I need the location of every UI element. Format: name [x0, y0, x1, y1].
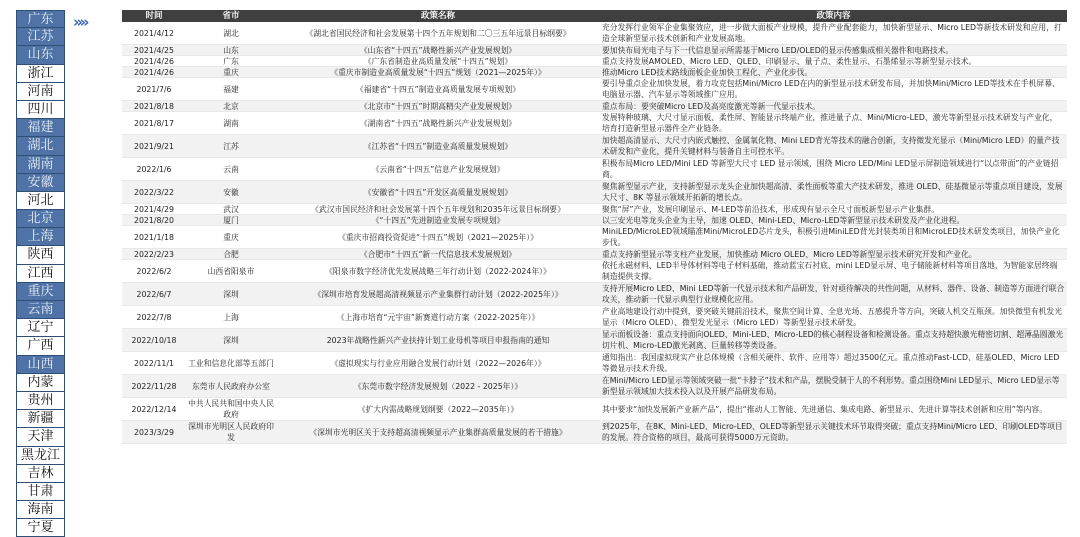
row-policy-name-text: 《深圳市光明区关于支持超高清视频显示产业集群高质量发展的若干措施》 [309, 427, 567, 437]
province-item: 上海 [16, 228, 65, 246]
row-region-text: 深圳 [223, 335, 239, 345]
row-time-text: 2023/3/29 [134, 427, 174, 437]
row-time-text: 2021/4/26 [134, 56, 174, 66]
row-policy-content-text: 发展特种玻璃、大尺寸显示面板、柔性屏、智能显示终端产业，推进量子点、Mini/Micro-LED、激光等新型显示技术研发与产业化，培育打造新型显示器件全产业链条。 [602, 113, 1058, 133]
row-region [186, 101, 276, 111]
row-time [122, 204, 186, 214]
row-policy-name [276, 101, 600, 111]
table-row [122, 226, 1067, 249]
row-time-text: 2022/3/22 [134, 187, 174, 197]
province-item: 安徽 [16, 174, 65, 192]
row-region [186, 352, 276, 374]
province-item: 湖南 [16, 156, 65, 174]
row-policy-content [600, 112, 1067, 134]
table-row [122, 249, 1067, 260]
province-item: 海南 [16, 501, 65, 519]
row-time-text: 2021/8/18 [134, 101, 174, 111]
row-policy-name [276, 112, 600, 134]
province-item: 重庆 [16, 283, 65, 301]
row-time [122, 283, 186, 305]
row-policy-name-text: 《山东省“十四五”战略性新兴产业发展规划》 [359, 45, 517, 55]
row-policy-name-text: 《云南省“十四五”信息产业发展规划》 [371, 164, 505, 174]
row-policy-content [600, 260, 1067, 282]
table-row [122, 283, 1067, 306]
row-time-text: 2021/8/20 [134, 215, 174, 225]
province-item: 贵州 [16, 392, 65, 410]
row-region [186, 45, 276, 55]
row-policy-name-text: 《上海市培育“元宇宙”新赛道行动方案（2022-2025年）》 [336, 312, 540, 322]
row-policy-name [276, 249, 600, 259]
row-time-text: 2022/7/8 [136, 312, 172, 322]
row-policy-content [600, 421, 1067, 443]
table-row [122, 306, 1067, 329]
row-region-text: 深圳市光明区人民政府印发 [188, 422, 274, 442]
table-row [122, 352, 1067, 375]
row-time [122, 398, 186, 420]
row-policy-content-text: 重点布局：要突破Micro LED及高亮度激光等新一代显示技术。 [602, 101, 821, 111]
row-region-text: 上海 [223, 312, 239, 322]
row-region [186, 56, 276, 66]
row-region [186, 226, 276, 248]
province-item: 江苏 [16, 28, 65, 46]
row-region [186, 158, 276, 180]
row-policy-name-text: 《安徽省“十四五”开发区高质量发展规划》 [363, 187, 513, 197]
double-chevron-right-icon: »» [73, 13, 87, 31]
row-time [122, 181, 186, 203]
row-policy-content [600, 306, 1067, 328]
row-time [122, 306, 186, 328]
row-policy-name [276, 352, 600, 374]
row-policy-name [276, 56, 600, 66]
province-item: 吉林 [16, 465, 65, 483]
row-policy-name [276, 398, 600, 420]
row-time [122, 352, 186, 374]
table-row [122, 56, 1067, 67]
row-policy-name-text: 《东莞市数字经济发展规划（2022 - 2025年）》 [353, 381, 523, 391]
row-time-text: 2022/12/14 [131, 404, 177, 414]
row-region [186, 67, 276, 77]
row-region [186, 260, 276, 282]
row-region-text: 武汉 [223, 204, 239, 214]
row-policy-name-text: 《湖南省“十四五”战略性新兴产业发展规划》 [359, 118, 517, 128]
row-policy-name-text: 《“十四五”先进制造业发展专项规划》 [371, 215, 505, 225]
province-item: 江西 [16, 265, 65, 283]
row-time-text: 2021/9/21 [134, 141, 174, 151]
table-row [122, 135, 1067, 158]
table-row [122, 329, 1067, 352]
row-policy-content [600, 56, 1067, 66]
row-time-text: 2021/1/18 [134, 232, 174, 242]
row-region [186, 249, 276, 259]
row-policy-name-text: 《湖北省国民经济和社会发展第十四个五年规划和二〇三五年远景目标纲要》 [305, 28, 571, 38]
row-region [186, 421, 276, 443]
row-policy-name [276, 22, 600, 44]
row-region [186, 375, 276, 397]
table-row [122, 204, 1067, 215]
row-region-text: 福建 [223, 84, 239, 94]
row-region-text: 山西省阳泉市 [207, 266, 255, 276]
row-policy-content-text: 依托永磁材料、LED半导体材料等电子材料基础，推动蓝宝石衬底、mini LED显示屏、电子储能新材料等项目落地，为智能家居终端制造提供支撑。 [602, 261, 1058, 281]
row-time [122, 158, 186, 180]
header-policy-content: 政策内容 [816, 10, 851, 21]
row-policy-name [276, 421, 600, 443]
table-body [122, 22, 1067, 444]
row-region-text: 工业和信息化部等五部门 [188, 358, 274, 368]
row-policy-content [600, 283, 1067, 305]
row-region [186, 181, 276, 203]
row-time-text: 2022/10/18 [131, 335, 177, 345]
row-policy-content [600, 352, 1067, 374]
row-time-text: 2021/8/17 [134, 118, 174, 128]
province-item: 福建 [16, 119, 65, 137]
row-region [186, 204, 276, 214]
province-item: 河北 [16, 192, 65, 210]
row-region [186, 78, 276, 100]
province-item: 山东 [16, 46, 65, 64]
table-row [122, 421, 1067, 444]
row-region [186, 306, 276, 328]
row-policy-name [276, 306, 600, 328]
row-policy-name-text: 《重庆市制造业高质量发展“十四五”规划（2021—2025年）》 [330, 67, 546, 77]
row-policy-name-text: 《合肥市“十四五”新一代信息技术发展规划》 [359, 249, 517, 259]
row-time [122, 226, 186, 248]
row-region-text: 重庆 [223, 232, 239, 242]
province-item: 黑龙江 [16, 447, 65, 465]
row-policy-content [600, 78, 1067, 100]
row-policy-name-text: 《虚拟现实与行业应用融合发展行动计划（2022—2026年）》 [330, 358, 546, 368]
row-time-text: 2021/4/12 [134, 28, 174, 38]
province-item: 广西 [16, 337, 65, 355]
row-time [122, 375, 186, 397]
province-item: 北京 [16, 210, 65, 228]
province-item: 辽宁 [16, 319, 65, 337]
row-region [186, 283, 276, 305]
row-policy-content-text: 要引导重点企业加快发展，着力攻克包括Mini/Micro LED在内的新型显示技术研发布局，并加快Mini/Micro LED等技术在手机屏幕、电脑显示器、汽车显示等领域推广应用。 [602, 79, 1060, 99]
row-policy-name-text: 《重庆市招商投资促进“十四五”规划（2021—2025年）》 [338, 232, 538, 242]
row-region [186, 215, 276, 225]
province-item: 山西 [16, 356, 65, 374]
table-row [122, 101, 1067, 112]
row-policy-content-text: 推动Micro LED技术路线面板企业加快工程化、产业化步伐。 [602, 67, 813, 77]
row-policy-content-text: 以三安光电等龙头企业为主导，加速 OLED、Mini-LED、Micro-LED等新型显示技术研发及产业化进程。 [602, 215, 965, 225]
row-policy-content [600, 45, 1067, 55]
row-policy-name [276, 78, 600, 100]
row-time [122, 22, 186, 44]
row-policy-name-text: 《武汉市国民经济和社会发展第十四个五年规划和2035年远景目标纲要》 [311, 204, 565, 214]
row-policy-content-text: 重点支持新型显示等支柱产业发展，加快推动 Micro OLED、Micro LED等新型显示技术研究开发和产业化。 [602, 249, 977, 259]
row-policy-content-text: MiniLED/MicroLED领域瞄准Mini/MicroLED芯片龙头，积极引进MiniLED背光封装类项目和MicroLED技术研发类项目，加快产业化步伐。 [602, 227, 1060, 247]
row-region-text: 中共人民共和国中央人民政府 [188, 399, 274, 419]
row-policy-name [276, 226, 600, 248]
row-region-text: 江苏 [223, 141, 239, 151]
row-policy-content-text: 积极布局Micro LED/Mini LED 等新型大尺寸 LED 显示领域，围绕 Micro LED/Mini LED显示屏制造领域进行“以点带面”的产业链招商。 [602, 159, 1059, 179]
row-region-text: 重庆 [223, 67, 239, 77]
row-time-text: 2022/1/6 [136, 164, 172, 174]
table-row [122, 398, 1067, 421]
province-item: 陕西 [16, 246, 65, 264]
row-policy-content [600, 204, 1067, 214]
row-policy-content [600, 375, 1067, 397]
row-time-text: 2021/4/26 [134, 67, 174, 77]
row-time [122, 329, 186, 351]
row-region-text: 深圳 [223, 289, 239, 299]
row-region [186, 22, 276, 44]
row-policy-name-text: 《深圳市培育发展超高清视频显示产业集群行动计划（2022-2025年）》 [313, 289, 563, 299]
row-time [122, 421, 186, 443]
table-row [122, 260, 1067, 283]
row-policy-content [600, 22, 1067, 44]
row-time-text: 2022/6/2 [136, 266, 172, 276]
table-row [122, 67, 1067, 78]
row-policy-name [276, 283, 600, 305]
row-policy-name-text: 2023年战略性新兴产业扶持计划工业母机等项目申报指南的通知 [326, 335, 550, 345]
table-row [122, 78, 1067, 101]
row-policy-content-text: 其中要求“加快发展新产业新产品”，提出“推动人工智能、先进通信、集成电路、新型显示、先进计算等技术创新和应用”等内容。 [602, 404, 1047, 414]
table-header [122, 10, 1067, 22]
row-time [122, 67, 186, 77]
row-time [122, 56, 186, 66]
row-policy-name [276, 45, 600, 55]
row-time [122, 112, 186, 134]
row-policy-name-text: 《北京市“十四五”时期高精尖产业发展规划》 [359, 101, 517, 111]
row-time-text: 2022/2/23 [134, 249, 174, 259]
row-policy-content-text: 聚焦新型显示产业，支持新型显示龙头企业加快超高清、柔性面板等重大产技术研发，推进 OLED、硅基微显示等重点项目建设，发展大尺寸、8K 等显示领域开拓新的增长点。 [602, 182, 1063, 202]
row-time [122, 215, 186, 225]
row-policy-content [600, 135, 1067, 157]
row-region-text: 云南 [223, 164, 239, 174]
row-time [122, 135, 186, 157]
row-time [122, 45, 186, 55]
row-policy-content-text: 在Mini/Micro LED显示等领域突破一批“卡脖子”技术和产品，摆脱受制于人的不利形势。重点围绕Mini LED显示、Micro LED显示等新型显示领域加大技术投入以及开展产品研发布局。 [602, 376, 1060, 396]
row-region-text: 安徽 [223, 187, 239, 197]
row-time-text: 2021/4/25 [134, 45, 174, 55]
row-region [186, 135, 276, 157]
row-region-text: 湖南 [223, 118, 239, 128]
row-time [122, 101, 186, 111]
row-policy-content-text: 通知指出：我国虚拟现实产业总体规模（含相关硬件、软件、应用等）超过3500亿元。重点推动Fast-LCD、硅基OLED、Micro LED等微显示技术升级。 [602, 353, 1060, 373]
province-item: 宁夏 [16, 519, 65, 537]
row-time-text: 2021/7/6 [136, 84, 172, 94]
row-policy-content [600, 226, 1067, 248]
province-item: 甘肃 [16, 483, 65, 501]
row-region-text: 北京 [223, 101, 239, 111]
row-policy-content-text: 充分发挥行业领军企业集聚效应，进一步做大面板产业规模，提升产业配套能力，加快新型显示、Micro LED等新技术研发和应用，打造全球新型显示技术创新和产业发展高地。 [602, 23, 1062, 43]
row-policy-name [276, 260, 600, 282]
row-policy-name [276, 329, 600, 351]
row-policy-content [600, 101, 1067, 111]
province-item: 浙江 [16, 65, 65, 83]
row-region-text: 东莞市人民政府办公室 [192, 381, 270, 391]
row-policy-name [276, 135, 600, 157]
row-region-text: 厦门 [223, 215, 239, 225]
province-item: 云南 [16, 301, 65, 319]
row-policy-content [600, 398, 1067, 420]
header-time: 时间 [145, 11, 163, 21]
province-list [16, 10, 65, 537]
row-policy-content-text: 支持开展Micro LED、Mini LED等新一代显示技术和产品研发，针对亟待解决的共性问题，从材料、器件、设备、制造等方面进行联合攻关，推动新一代显示典型行业规模化应用。 [602, 284, 1065, 304]
table-row [122, 45, 1067, 56]
row-policy-name-text: 《福建省“十四五”制造业高质量发展专项规划》 [355, 84, 520, 94]
row-policy-name [276, 375, 600, 397]
row-policy-content-text: 聚焦“屏”产业，发展印刷显示、M-LED等前沿技术，形成现有显示全尺寸面板新型显示产业集群。 [602, 204, 939, 214]
province-item: 天津 [16, 428, 65, 446]
province-item: 四川 [16, 101, 65, 119]
table-row [122, 22, 1067, 45]
row-policy-name [276, 158, 600, 180]
table-row [122, 158, 1067, 181]
row-policy-content-text: 重点支持发展AMOLED、Micro LED、QLED、印刷显示、量子点、柔性显示、石墨烯显示等新型显示技术。 [602, 56, 977, 66]
row-region-text: 湖北 [223, 28, 239, 38]
row-policy-content [600, 215, 1067, 225]
row-policy-content-text: 到2025年，在8K、Mini-LED、Micro-LED、OLED等新型显示关键技术环节取得突破；重点支持Mini/Micro LED、印刷OLED等项目的发展。符合资格的项目，最高可获得5000万元资助。 [602, 422, 1063, 442]
row-policy-name-text: 《扩大内需战略规划纲要（2022—2035年）》 [357, 404, 519, 414]
row-policy-content [600, 181, 1067, 203]
province-item: 河南 [16, 83, 65, 101]
row-policy-content [600, 329, 1067, 351]
row-policy-content [600, 249, 1067, 259]
row-policy-content [600, 158, 1067, 180]
province-item: 新疆 [16, 410, 65, 428]
row-policy-name-text: 《阳泉市数字经济优先发展战略三年行动计划（2022-2024年）》 [325, 266, 551, 276]
table-row [122, 375, 1067, 398]
row-policy-content-text: 显示面板设备：重点支持面向OLED、Mini-LED、Micro-LED的核心制程设备和检测设备。重点支持超快激光精密切割、超薄晶圆激光切片机、Micro-LED激光剥离、巨量转移等类设备。 [602, 330, 1064, 350]
row-policy-name [276, 215, 600, 225]
row-policy-name [276, 204, 600, 214]
row-policy-content-text: 产业高地建设行动中提到，要突破关键前沿技术，聚焦空间计算、全息光场、五感提升等方向，突破人机交互瓶颈。加快微型有机发光显示（Micro OLED）、微型发光显示（Micro LED）等新型显示技术研发。 [602, 307, 1063, 327]
row-time [122, 78, 186, 100]
row-policy-content-text: 要加快布局光电子与下一代信息显示所需基于Micro LED/OLED的显示传感集成相关器件和电路技术。 [602, 45, 954, 55]
row-region-text: 广东 [223, 56, 239, 66]
table-row [122, 215, 1067, 226]
table-row [122, 181, 1067, 204]
row-policy-name [276, 67, 600, 77]
row-time-text: 2022/11/1 [134, 358, 174, 368]
row-policy-content [600, 67, 1067, 77]
row-time-text: 2021/4/29 [134, 204, 174, 214]
row-region [186, 398, 276, 420]
row-time-text: 2022/11/28 [131, 381, 177, 391]
row-time [122, 260, 186, 282]
row-policy-name-text: 《广东省制造业高质量发展“十四五”规划》 [363, 56, 513, 66]
province-item: 内蒙 [16, 374, 65, 392]
table-row [122, 112, 1067, 135]
row-region-text: 合肥 [223, 249, 239, 259]
row-policy-name-text: 《江苏省“十四五”制造业高质量发展规划》 [363, 141, 513, 151]
row-time-text: 2022/6/7 [136, 289, 172, 299]
policy-table [122, 10, 1067, 444]
header-region: 省市 [222, 11, 240, 21]
row-time [122, 249, 186, 259]
header-policy-name: 政策名称 [420, 11, 455, 21]
row-region [186, 329, 276, 351]
row-policy-name [276, 181, 600, 203]
province-item: 湖北 [16, 137, 65, 155]
row-region [186, 112, 276, 134]
row-region-text: 山东 [223, 45, 239, 55]
row-policy-content-text: 加快超高清显示、大尺寸内嵌式触控、金属氧化物、Mini LED背光等技术的融合创新，支持微发光显示（Mini/Micro LED）的量产技术研发和产业化，提升关键材料与装备自主可控水平。 [602, 136, 1060, 156]
province-item: 广东 [16, 10, 65, 28]
